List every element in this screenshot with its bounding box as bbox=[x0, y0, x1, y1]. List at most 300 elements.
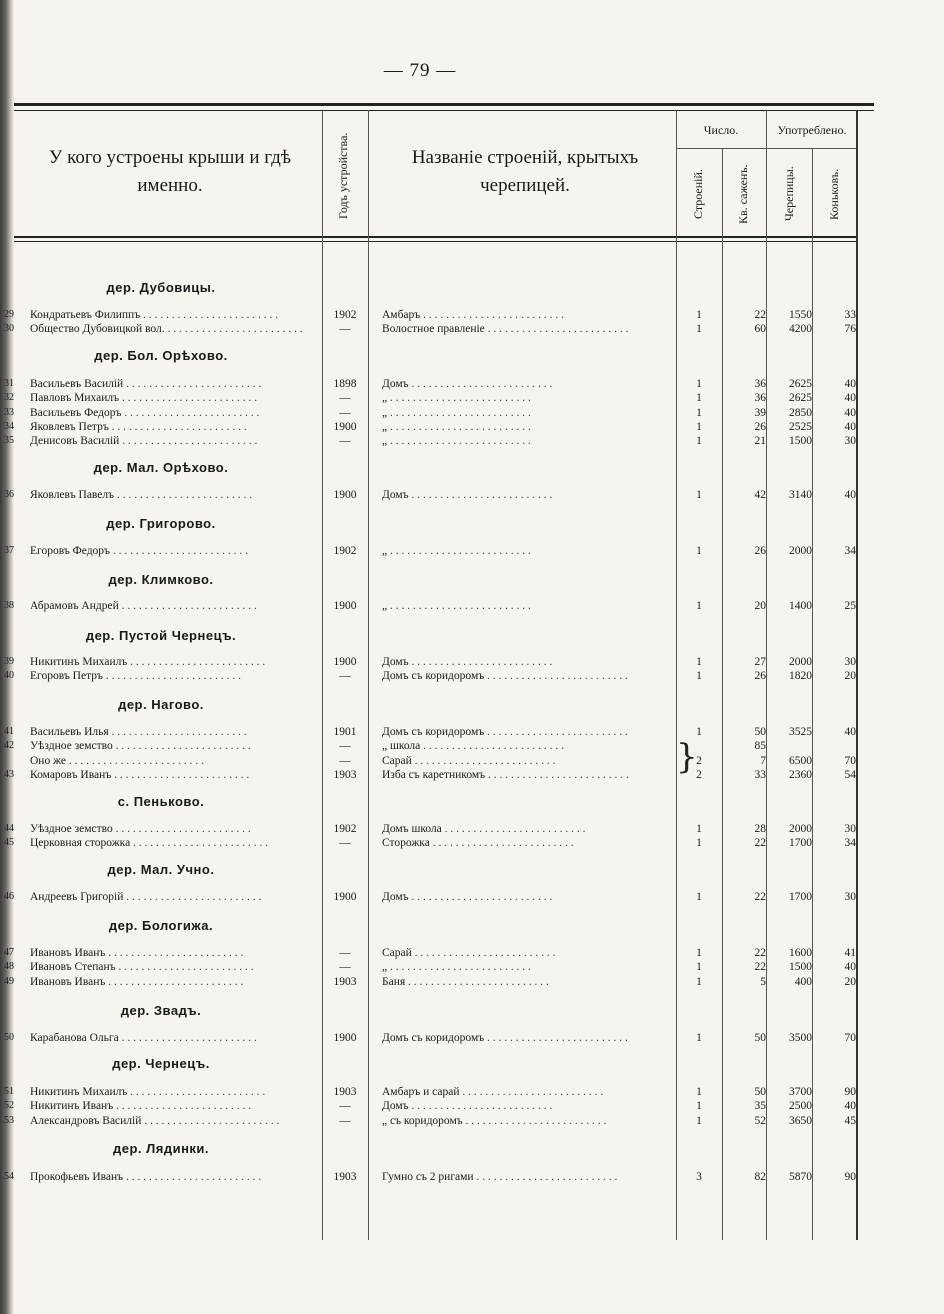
tiles-count: 2625 bbox=[789, 392, 812, 405]
building-name-text: Изба съ каретникомъ bbox=[382, 768, 486, 781]
buildings-count: 1 bbox=[696, 378, 702, 390]
owner-name-text: Васильевъ Илья bbox=[30, 726, 109, 738]
year-value: — bbox=[339, 754, 351, 767]
year-value: — bbox=[339, 435, 351, 448]
year-value: — bbox=[339, 392, 351, 405]
tiles-count: 1820 bbox=[789, 670, 812, 683]
leader-dots: . . . . . . . . . . . . . . . . . . . . . . . . bbox=[114, 489, 253, 501]
owner-name bbox=[30, 1030, 320, 1046]
building-name-text: Сторожка bbox=[382, 837, 430, 850]
ridge-count: 40 bbox=[844, 420, 856, 433]
section-title: дер. Звадъ. bbox=[120, 1003, 202, 1018]
building-name-text: Домъ съ коридоромъ bbox=[382, 726, 485, 738]
tiles-count: 3525 bbox=[789, 726, 812, 738]
square-sazhen: 28 bbox=[754, 823, 766, 835]
leader-dots: . . . . . . . . . . . . . . . . . . . . . . . . bbox=[127, 1086, 266, 1098]
square-sazhen: 21 bbox=[754, 435, 766, 448]
header-top-rule-thin bbox=[14, 110, 874, 111]
owner-name bbox=[30, 487, 320, 503]
row-number: 52 bbox=[4, 1100, 14, 1112]
buildings-count: 1 bbox=[696, 947, 702, 959]
building-name bbox=[382, 321, 674, 337]
ridge-count: 90 bbox=[844, 1086, 856, 1098]
section-title: дер. Пустой Чернецъ. bbox=[85, 628, 237, 643]
square-sazhen: 33 bbox=[754, 768, 766, 781]
leader-dots: . . . . . . . . . . . . . . . . . . . . . . . . bbox=[118, 1032, 257, 1044]
owner-name bbox=[30, 598, 320, 614]
buildings-count: 1 bbox=[696, 420, 702, 433]
leader-dots: . . . . . . . . . . . . . . . . . . . . . . . . . bbox=[387, 406, 531, 419]
owner-name-text: Яковлевъ Павелъ bbox=[30, 489, 115, 501]
row-number: 40 bbox=[4, 670, 14, 682]
header-building: Названіе строеній, крытыхъ черепицей. bbox=[411, 147, 639, 196]
ridge-count: 76 bbox=[844, 323, 856, 336]
section-title: с. Пеньково. bbox=[117, 794, 205, 809]
owner-name-text: Абрамовъ Андрей bbox=[30, 600, 119, 612]
owner-name-text: Ивановъ Иванъ bbox=[30, 947, 106, 959]
leader-dots: . . . . . . . . . . . . . . . . . . . . . . . . . bbox=[485, 768, 629, 781]
square-sazhen: 5 bbox=[760, 975, 766, 988]
owner-name-text: Церковная сторожка bbox=[30, 837, 131, 850]
leader-dots: . . . . . . . . . . . . . . . . . . . . . . . . . bbox=[387, 435, 531, 448]
section-title: дер. Бологижа. bbox=[108, 918, 214, 933]
section-title: дер. Лядинки. bbox=[112, 1141, 210, 1156]
square-sazhen: 22 bbox=[754, 837, 766, 850]
ridge-count: 30 bbox=[844, 656, 856, 668]
building-name bbox=[382, 767, 674, 783]
leader-dots: . . . . . . . . . . . . . . . . . . . . . . . . . bbox=[408, 656, 553, 668]
square-sazhen: 22 bbox=[754, 961, 766, 974]
square-sazhen: 82 bbox=[754, 1171, 766, 1183]
header-group-used: Употреблено. bbox=[777, 123, 847, 137]
owner-name bbox=[30, 767, 320, 783]
buildings-count: 1 bbox=[696, 837, 702, 850]
leader-dots: . . . . . . . . . . . . . . . . . . . . . . . . bbox=[164, 323, 303, 336]
buildings-count: 1 bbox=[696, 392, 702, 405]
owner-name-text: Ивановъ Степанъ bbox=[30, 961, 116, 974]
leader-dots: . . . . . . . . . . . . . . . . . . . . . . . . bbox=[140, 309, 279, 321]
owner-name-text: Никитинъ Михаилъ bbox=[30, 656, 128, 668]
row-number: 35 bbox=[4, 435, 14, 447]
ridge-count: 20 bbox=[844, 670, 856, 683]
tiles-count: 2360 bbox=[789, 768, 812, 781]
square-sazhen: 50 bbox=[754, 1032, 766, 1044]
square-sazhen: 26 bbox=[754, 545, 766, 557]
buildings-count: 1 bbox=[696, 891, 702, 903]
buildings-count: 1 bbox=[696, 600, 702, 612]
row-number: 39 bbox=[4, 656, 14, 667]
buildings-count: 1 bbox=[696, 961, 702, 974]
leader-dots: . . . . . . . . . . . . . . . . . . . . . . . . . bbox=[387, 545, 531, 557]
ridge-count: 70 bbox=[844, 1032, 856, 1044]
owner-name-text: Комаровъ Иванъ bbox=[30, 768, 112, 781]
ridge-count: 41 bbox=[844, 947, 856, 959]
building-name-text: Домъ bbox=[382, 1100, 409, 1113]
row-number: 29 bbox=[4, 309, 14, 320]
leader-dots: . . . . . . . . . . . . . . . . . . . . . . . . . bbox=[411, 947, 556, 959]
header-top-rule bbox=[14, 103, 874, 106]
ridge-count: 54 bbox=[844, 768, 856, 781]
owner-name-text: Общество Дубовицкой вол. bbox=[30, 323, 165, 336]
leader-dots: . . . . . . . . . . . . . . . . . . . . . . . . . bbox=[473, 1171, 618, 1183]
square-sazhen: 22 bbox=[754, 309, 766, 321]
ridge-count: 30 bbox=[844, 891, 856, 903]
leader-dots: . . . . . . . . . . . . . . . . . . . . . . . . bbox=[110, 545, 249, 557]
row-number: 46 bbox=[4, 891, 14, 902]
tiles-count: 2000 bbox=[789, 656, 812, 668]
year-value: 1900 bbox=[333, 1032, 357, 1044]
table-row bbox=[0, 543, 944, 559]
building-name-text: Волостное правленіе bbox=[382, 323, 485, 336]
owner-name-text: Денисовъ Василій bbox=[30, 435, 120, 448]
buildings-count: 1 bbox=[696, 1032, 702, 1044]
leader-dots: . . . . . . . . . . . . . . . . . . . . . . . . bbox=[123, 891, 262, 903]
year-value: 1900 bbox=[333, 656, 357, 668]
tiles-count: 1500 bbox=[789, 961, 812, 974]
building-name-text: Домъ школа bbox=[382, 823, 442, 835]
header-ridge: Коньковъ. bbox=[827, 168, 841, 220]
buildings-count: 1 bbox=[696, 309, 702, 321]
leader-dots: . . . . . . . . . . . . . . . . . . . . . . . . bbox=[105, 975, 244, 988]
square-sazhen: 22 bbox=[754, 891, 766, 903]
leader-dots: . . . . . . . . . . . . . . . . . . . . . . . . bbox=[119, 392, 258, 405]
leader-dots: . . . . . . . . . . . . . . . . . . . . . . . . . bbox=[420, 309, 564, 321]
section-title: дер. Григорово. bbox=[106, 516, 216, 531]
owner-name-text: Никитинъ Михаилъ bbox=[30, 1086, 128, 1098]
leader-dots: . . . . . . . . . . . . . . . . . . . . . . . . . bbox=[387, 392, 531, 405]
row-number: 34 bbox=[4, 420, 14, 432]
building-name bbox=[382, 889, 674, 905]
leader-dots: . . . . . . . . . . . . . . . . . . . . . . . . . bbox=[420, 740, 565, 753]
building-name bbox=[382, 543, 674, 559]
building-name-text: „ школа bbox=[382, 740, 421, 753]
tiles-count: 1700 bbox=[789, 891, 812, 903]
leader-dots: . . . . . . . . . . . . . . . . . . . . . . . . . bbox=[387, 600, 531, 612]
buildings-count: 1 bbox=[696, 1114, 702, 1127]
tiles-count: 2850 bbox=[789, 406, 812, 419]
table-row bbox=[0, 889, 944, 905]
square-sazhen: 26 bbox=[754, 670, 766, 683]
square-sazhen: 50 bbox=[754, 726, 766, 738]
tiles-count: 2525 bbox=[789, 420, 812, 433]
row-number: 50 bbox=[4, 1032, 14, 1043]
tiles-count: 2625 bbox=[789, 378, 812, 390]
owner-name bbox=[30, 1113, 320, 1129]
ridge-count: 34 bbox=[844, 837, 856, 850]
ridge-count: 40 bbox=[844, 406, 856, 419]
page-number: — 79 — bbox=[383, 60, 457, 81]
buildings-count: 1 bbox=[696, 823, 702, 835]
buildings-count: 3 bbox=[696, 1171, 702, 1183]
ridge-count: 33 bbox=[844, 309, 856, 321]
year-value: 1898 bbox=[333, 378, 357, 390]
building-name bbox=[382, 1169, 674, 1185]
row-number: 54 bbox=[4, 1171, 14, 1182]
square-sazhen: 35 bbox=[754, 1100, 766, 1113]
header-bottom-rule bbox=[14, 236, 856, 238]
buildings-count: 2 bbox=[696, 768, 702, 781]
row-number: 38 bbox=[4, 600, 14, 611]
owner-name bbox=[30, 321, 320, 337]
square-sazhen: 42 bbox=[754, 489, 766, 501]
ridge-count: 40 bbox=[844, 961, 856, 974]
building-name bbox=[382, 1113, 674, 1129]
header-tiles: Черепицы. bbox=[782, 166, 796, 222]
leader-dots: . . . . . . . . . . . . . . . . . . . . . . . . . bbox=[441, 823, 586, 835]
leader-dots: . . . . . . . . . . . . . . . . . . . . . . . . bbox=[118, 600, 257, 612]
section-title: дер. Мал. Орѣхово. bbox=[93, 460, 229, 475]
year-value: — bbox=[339, 740, 351, 753]
leader-dots: . . . . . . . . . . . . . . . . . . . . . . . . bbox=[111, 768, 250, 781]
tiles-count: 3700 bbox=[789, 1086, 812, 1098]
tiles-count: 6500 bbox=[789, 754, 812, 767]
year-value: 1903 bbox=[333, 768, 357, 781]
table-row bbox=[0, 1030, 944, 1046]
ridge-count: 30 bbox=[844, 435, 856, 448]
year-value: — bbox=[339, 1114, 351, 1127]
tiles-count: 3650 bbox=[789, 1114, 812, 1127]
square-sazhen: 50 bbox=[754, 1086, 766, 1098]
tiles-count: 2000 bbox=[789, 545, 812, 557]
leader-dots: . . . . . . . . . . . . . . . . . . . . . . . . bbox=[119, 435, 258, 448]
row-number: 31 bbox=[4, 378, 14, 389]
buildings-count: 1 bbox=[696, 726, 702, 738]
owner-name bbox=[30, 889, 320, 905]
owner-name-text: Оно же bbox=[30, 754, 66, 767]
section-title: дер. Климково. bbox=[108, 572, 214, 587]
row-number: 48 bbox=[4, 961, 14, 973]
row-number: 41 bbox=[4, 726, 14, 737]
building-name-text: Баня bbox=[382, 975, 406, 988]
owner-name-text: Прокофьевъ Иванъ bbox=[30, 1171, 124, 1183]
leader-dots: . . . . . . . . . . . . . . . . . . . . . . . . bbox=[121, 406, 260, 419]
leader-dots: . . . . . . . . . . . . . . . . . . . . . . . . . bbox=[387, 420, 531, 433]
building-name-text: „ bbox=[382, 435, 388, 448]
owner-name bbox=[30, 543, 320, 559]
building-name-text: „ bbox=[382, 392, 388, 405]
buildings-count: 1 bbox=[696, 406, 702, 419]
buildings-count: 1 bbox=[696, 1100, 702, 1113]
owner-name-text: Васильевъ Федоръ bbox=[30, 406, 122, 419]
building-name-text: „ bbox=[382, 961, 388, 974]
leader-dots: . . . . . . . . . . . . . . . . . . . . . . . . bbox=[127, 656, 266, 668]
buildings-count: 1 bbox=[696, 975, 702, 988]
leader-dots: . . . . . . . . . . . . . . . . . . . . . . . . bbox=[130, 837, 269, 850]
leader-dots: . . . . . . . . . . . . . . . . . . . . . . . . . bbox=[484, 670, 628, 683]
square-sazhen: 7 bbox=[760, 754, 766, 767]
year-value: — bbox=[339, 837, 351, 850]
row-number: 53 bbox=[4, 1114, 14, 1126]
owner-name-text: Васильевъ Василій bbox=[30, 378, 124, 390]
leader-dots: . . . . . . . . . . . . . . . . . . . . . . . . . bbox=[408, 891, 553, 903]
leader-dots: . . . . . . . . . . . . . . . . . . . . . . . . bbox=[123, 1171, 262, 1183]
ridge-count: 34 bbox=[844, 545, 856, 557]
tiles-count: 1700 bbox=[789, 837, 812, 850]
year-value: 1903 bbox=[333, 1171, 357, 1183]
tiles-count: 5870 bbox=[789, 1171, 812, 1183]
ridge-count: 40 bbox=[844, 726, 856, 738]
table-row bbox=[0, 668, 944, 684]
year-value: 1900 bbox=[333, 489, 357, 501]
building-name-text: „ bbox=[382, 406, 388, 419]
leader-dots: . . . . . . . . . . . . . . . . . . . . . . . . bbox=[102, 670, 241, 683]
leader-dots: . . . . . . . . . . . . . . . . . . . . . . . . bbox=[113, 1100, 252, 1113]
year-value: 1900 bbox=[333, 420, 357, 433]
owner-name-text: Павловъ Михаилъ bbox=[30, 392, 120, 405]
square-sazhen: 85 bbox=[754, 740, 766, 753]
leader-dots: . . . . . . . . . . . . . . . . . . . . . . . . bbox=[112, 740, 251, 753]
row-number: 49 bbox=[4, 975, 14, 987]
tiles-count: 4200 bbox=[789, 323, 812, 336]
leader-dots: . . . . . . . . . . . . . . . . . . . . . . . . . bbox=[408, 1100, 553, 1113]
row-number: 43 bbox=[4, 768, 14, 780]
year-value: — bbox=[339, 1100, 351, 1113]
ridge-count: 70 bbox=[844, 754, 856, 767]
building-name-text: Домъ bbox=[382, 656, 409, 668]
header-owner: У кого устроены крыши и гдѣ именно. bbox=[48, 147, 292, 196]
row-number: 45 bbox=[4, 837, 14, 849]
header-group-count: Число. bbox=[703, 123, 739, 137]
owner-name-text: Егоровъ Петръ bbox=[30, 670, 103, 683]
ridge-count: 40 bbox=[844, 1100, 856, 1113]
year-value: 1900 bbox=[333, 891, 357, 903]
owner-name bbox=[30, 974, 320, 990]
owner-name bbox=[30, 835, 320, 851]
owner-name-text: Никитинъ Иванъ bbox=[30, 1100, 114, 1113]
year-value: 1902 bbox=[333, 545, 357, 557]
year-value: — bbox=[339, 670, 351, 683]
building-name-text: Домъ bbox=[382, 891, 409, 903]
square-sazhen: 20 bbox=[754, 600, 766, 612]
year-value: 1900 bbox=[333, 600, 357, 612]
year-value: — bbox=[339, 947, 351, 959]
owner-name-text: Егоровъ Федоръ bbox=[30, 545, 111, 557]
section-title: дер. Нагово. bbox=[118, 697, 204, 712]
ridge-count: 45 bbox=[844, 1114, 856, 1127]
owner-name-text: Уѣздное земство bbox=[30, 740, 113, 753]
leader-dots: . . . . . . . . . . . . . . . . . . . . . . . . . bbox=[408, 378, 553, 390]
building-name-text: Домъ съ коридоромъ bbox=[382, 1032, 485, 1044]
building-name-text: „ съ коридоромъ bbox=[382, 1114, 463, 1127]
leader-dots: . . . . . . . . . . . . . . . . . . . . . . . . . bbox=[484, 1032, 628, 1044]
square-sazhen: 26 bbox=[754, 420, 766, 433]
tiles-count: 2000 bbox=[789, 823, 812, 835]
owner-name-text: Андреевъ Григорій bbox=[30, 891, 124, 903]
tiles-count: 1550 bbox=[789, 309, 812, 321]
square-sazhen: 60 bbox=[754, 323, 766, 336]
table-row bbox=[0, 598, 944, 614]
building-name-text: Домъ съ коридоромъ bbox=[382, 670, 485, 683]
building-name bbox=[382, 487, 674, 503]
ridge-count: 40 bbox=[844, 392, 856, 405]
tiles-count: 3140 bbox=[789, 489, 812, 501]
table-row bbox=[0, 1113, 944, 1129]
buildings-count: 1 bbox=[696, 670, 702, 683]
owner-name-text: Ивановъ Иванъ bbox=[30, 975, 106, 988]
header-buildings: Строеній. bbox=[691, 169, 705, 219]
section-title: дер. Мал. Учно. bbox=[107, 862, 215, 877]
row-number: 44 bbox=[4, 823, 14, 834]
square-sazhen: 27 bbox=[754, 656, 766, 668]
building-name-text: Амбаръ и сарай bbox=[382, 1086, 460, 1098]
buildings-count: 1 bbox=[696, 656, 702, 668]
building-name bbox=[382, 668, 674, 684]
table-row bbox=[0, 433, 944, 449]
building-name-text: Домъ bbox=[382, 378, 409, 390]
building-name-text: „ bbox=[382, 600, 388, 612]
owner-name-text: Карабанова Ольга bbox=[30, 1032, 119, 1044]
row-number: 33 bbox=[4, 406, 14, 418]
tiles-count: 400 bbox=[794, 975, 812, 988]
building-name bbox=[382, 974, 674, 990]
owner-name bbox=[30, 1169, 320, 1185]
year-value: — bbox=[339, 961, 351, 974]
leader-dots: . . . . . . . . . . . . . . . . . . . . . . . . . bbox=[408, 489, 553, 501]
year-value: 1901 bbox=[333, 726, 357, 738]
ridge-count: 40 bbox=[844, 489, 856, 501]
building-name bbox=[382, 835, 674, 851]
owner-name bbox=[30, 668, 320, 684]
buildings-count: 2 bbox=[696, 754, 702, 767]
section-title: дер. Дубовицы. bbox=[106, 280, 216, 295]
header-year: Годъ устройства. bbox=[336, 132, 350, 220]
buildings-count: 1 bbox=[696, 545, 702, 557]
building-name-text: „ bbox=[382, 420, 388, 433]
tiles-count: 1600 bbox=[789, 947, 812, 959]
buildings-count: 1 bbox=[696, 435, 702, 448]
building-name-text: Домъ bbox=[382, 489, 409, 501]
owner-name-text: Яковлевъ Петръ bbox=[30, 420, 109, 433]
table-row bbox=[0, 321, 944, 337]
year-value: — bbox=[339, 323, 351, 336]
building-name bbox=[382, 1030, 674, 1046]
section-title: дер. Чернецъ. bbox=[112, 1056, 210, 1071]
ridge-count: 40 bbox=[844, 378, 856, 390]
table-row bbox=[0, 974, 944, 990]
leader-dots: . . . . . . . . . . . . . . . . . . . . . . . . . bbox=[484, 726, 628, 738]
row-number: 42 bbox=[4, 740, 14, 752]
row-number: 37 bbox=[4, 545, 14, 556]
buildings-count: 1 bbox=[696, 323, 702, 336]
owner-name-text: Уѣздное земство bbox=[30, 823, 113, 835]
owner-name bbox=[30, 433, 320, 449]
building-name bbox=[382, 598, 674, 614]
leader-dots: . . . . . . . . . . . . . . . . . . . . . . . . bbox=[108, 420, 247, 433]
buildings-count: 1 bbox=[696, 1086, 702, 1098]
building-name-text: Амбаръ bbox=[382, 309, 421, 321]
year-value: — bbox=[339, 406, 351, 419]
square-sazhen: 36 bbox=[754, 392, 766, 405]
leader-dots: . . . . . . . . . . . . . . . . . . . . . . . . bbox=[108, 726, 247, 738]
leader-dots: . . . . . . . . . . . . . . . . . . . . . . . . bbox=[115, 961, 254, 974]
leader-dots: . . . . . . . . . . . . . . . . . . . . . . . . bbox=[112, 823, 251, 835]
leader-dots: . . . . . . . . . . . . . . . . . . . . . . . . . bbox=[462, 1114, 607, 1127]
tiles-count: 1400 bbox=[789, 600, 812, 612]
table-row bbox=[0, 487, 944, 503]
ridge-count: 25 bbox=[844, 600, 856, 612]
tiles-count: 3500 bbox=[789, 1032, 812, 1044]
leader-dots: . . . . . . . . . . . . . . . . . . . . . . . . bbox=[123, 378, 262, 390]
leader-dots: . . . . . . . . . . . . . . . . . . . . . . . . . bbox=[411, 754, 556, 767]
owner-name-text: Кондратьевъ Филиппъ bbox=[30, 309, 141, 321]
buildings-count: 1 bbox=[696, 489, 702, 501]
row-number: 30 bbox=[4, 323, 14, 335]
ridge-count: 20 bbox=[844, 975, 856, 988]
building-name bbox=[382, 433, 674, 449]
leader-dots: . . . . . . . . . . . . . . . . . . . . . . . . . bbox=[484, 323, 629, 336]
grouping-brace: } bbox=[676, 737, 698, 777]
year-value: 1902 bbox=[333, 823, 357, 835]
